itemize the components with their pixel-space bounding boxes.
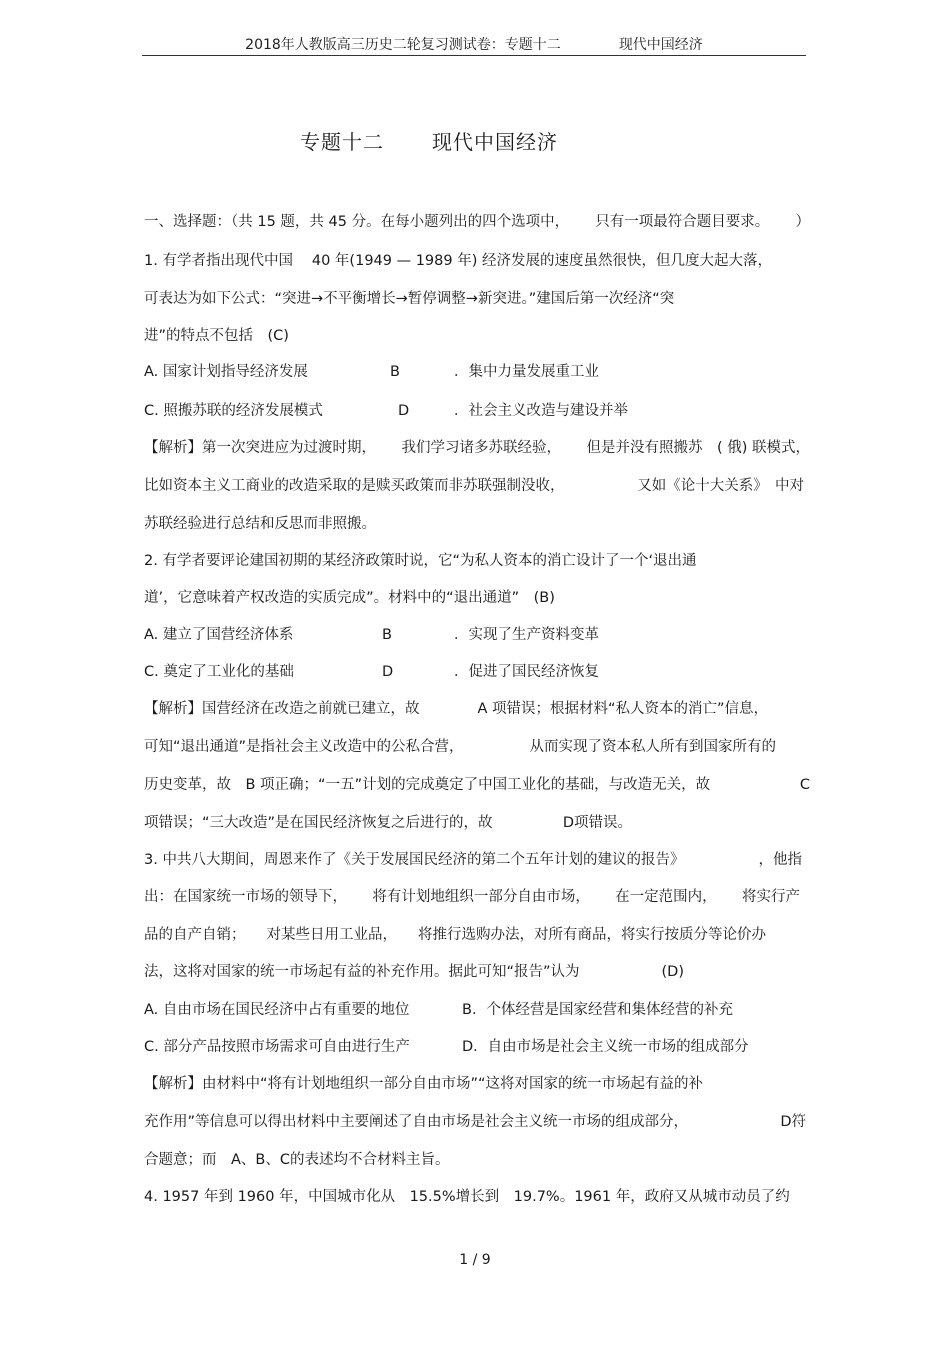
question-3-option-a-b [144,1001,810,1019]
question-3-line-4: 法，这将对国家的统一市场起有益的补充作用。据此可知“报告”认为 (D) [144,964,684,980]
question-2-explanation-1: 【解析】国营经济在改造之前就已建立，故 A 项错误；根据材料“私人资本的消亡”信息， [144,701,768,717]
option-d: ．促进了国民经济恢复 [454,664,599,680]
question-1-explanation-2: 比如资本主义工商业的改造采取的是赎买政策而非苏联强制没收， 又如《论十大关系》 中对 [144,478,804,494]
question-2-option-a-b [144,626,810,644]
title-part-2: 现代中国经济 [432,130,558,154]
option-b: ．集中力量发展重工业 [454,364,599,380]
question-3-line-3: 品的自产自销； 对某些日用工业品， 将推行选购办法，对所有商品，将实行按质分等论价办 [144,927,766,943]
question-3-explanation-3: 合题意；而 A、B、C的表述均不合材料主旨。 [144,1152,450,1168]
question-4-line-1: 4. 1957 年到 1960 年，中国城市化从 15.5%增长到 19.7%。1961 年，政府又从城市动员了约 [144,1189,790,1205]
question-2-line-2: 道’，它意味着产权改造的实质完成”。材料中的“退出通道” (B) [144,590,555,606]
question-3-option-c-d [144,1038,810,1056]
option-d: ．社会主义改造与建设并举 [454,403,628,419]
question-1-explanation-1: 【解析】第一次突进应为过渡时期， 我们学习诸多苏联经验， 但是并没有照搬苏 ( 俄) 联模式， [144,440,810,456]
section-heading: 一、选择题：（共 15 题，共 45 分。在每小题列出的四个选项中， 只有一项最符合题目要求。 ） [144,214,810,230]
option-c: C. 部分产品按照市场需求可自由进行生产 [144,1039,410,1055]
page-title [300,129,558,155]
question-2-explanation-2: 可知“退出通道”是指社会主义改造中的公私合营， 从而实现了资本私人所有到国家所有的 [144,739,776,755]
option-b: ．实现了生产资料变革 [454,627,599,643]
option-a: A. 建立了国营经济体系 [144,627,294,643]
option-d: D．自由市场是社会主义统一市场的组成部分 [462,1039,749,1055]
question-3-line-2: 出：在国家统一市场的领导下， 将有计划地组织一部分自由市场， 在一定范围内， 将实行产 [144,889,800,905]
title-part-1: 专题十二 [300,130,384,154]
question-3-explanation-2: 充作用”等信息可以得出材料中主要阐述了自由市场是社会主义统一市场的组成部分， D符 [144,1114,806,1130]
option-d-letter: D [382,664,394,680]
option-b: B．个体经营是国家经营和集体经营的补充 [462,1002,733,1018]
question-2-line-1: 2. 有学者要评论建国初期的某经济政策时说，它“为私人资本的消亡设计了一个‘退出通 [144,553,697,569]
header-divider [142,55,806,56]
question-1-option-a-b [144,363,810,381]
question-1-option-c-d [144,402,810,420]
option-a: A. 自由市场在国民经济中占有重要的地位 [144,1002,410,1018]
question-2-explanation-4: 项错误；“三大改造”是在国民经济恢复之后进行的，故 D项错误。 [144,815,632,831]
header-doc-title: 2018年人教版高三历史二轮复习测试卷：专题十二 [245,37,561,53]
option-b-letter: B [390,364,400,380]
page-number: 1 / 9 [459,1252,491,1268]
question-1-line-3: 进”的特点不包括 (C) [144,328,289,344]
option-c: C. 照搬苏联的经济发展模式 [144,403,323,419]
question-1-line-2: 可表达为如下公式：“突进→不平衡增长→暂停调整→新突进。”建国后第一次经济“突 [144,291,675,307]
option-c: C. 奠定了工业化的基础 [144,664,294,680]
option-a: A. 国家计划指导经济发展 [144,364,308,380]
page-header [142,36,806,54]
question-3-line-1: 3. 中共八大期间，周恩来作了《关于发展国民经济的第二个五年计划的建议的报告》 ，他指 [144,852,802,868]
question-1-line-1: 1. 有学者指出现代中国 40 年(1949 — 1989 年) 经济发展的速度虽然很快，但几度大起大落， [144,253,772,269]
option-d-letter: D [398,403,410,419]
header-topic: 现代中国经济 [618,37,703,53]
question-1-explanation-3: 苏联经验进行总结和反思而非照搬。 [144,516,376,532]
option-b-letter: B [382,627,392,643]
question-2-explanation-3: 历史变革，故 B 项正确；“一五”计划的完成奠定了中国工业化的基础，与改造无关，故 C [144,777,810,793]
question-3-explanation-1: 【解析】由材料中“将有计划地组织一部分自由市场”“这将对国家的统一市场起有益的补 [144,1076,704,1092]
question-2-option-c-d [144,663,810,681]
